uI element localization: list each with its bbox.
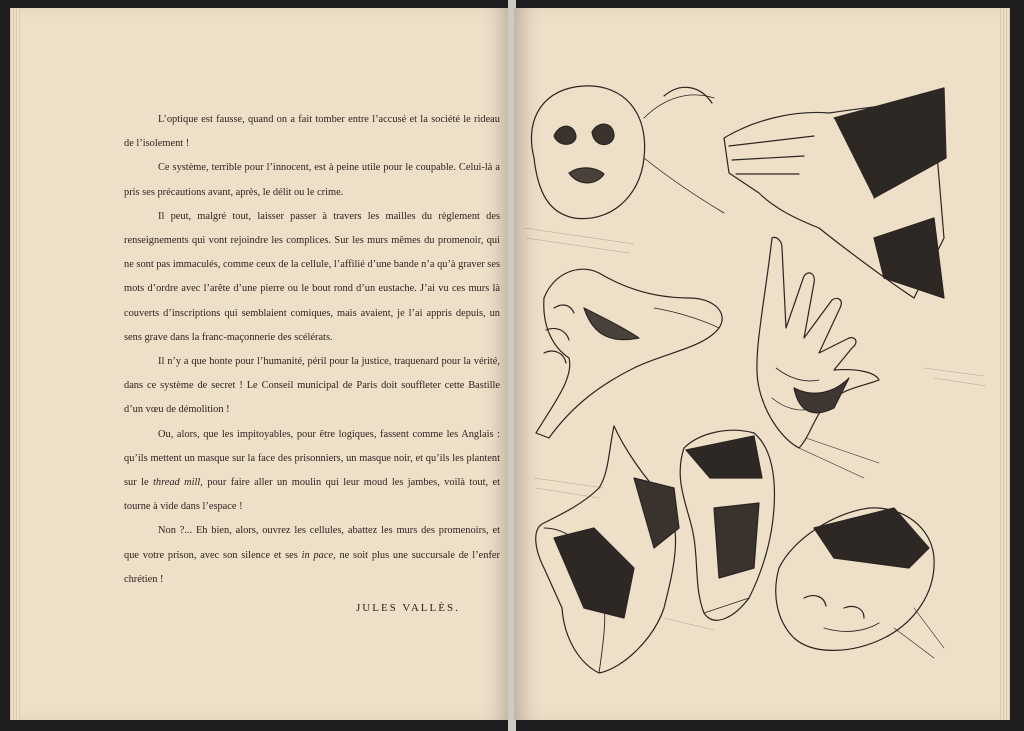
hand-middle-left-sketch xyxy=(536,269,722,438)
skull-face-sketch xyxy=(531,86,724,219)
illustration-sketches xyxy=(514,8,1010,720)
shoe-middle-sketch xyxy=(680,430,774,620)
paragraph-5-italic: thread mill, xyxy=(152,477,203,489)
paragraph-6-italic: in pace, xyxy=(301,549,336,561)
body-text xyxy=(124,108,500,592)
author-signature: JULES VALLÈS. xyxy=(356,602,460,614)
paragraph-6 xyxy=(124,519,500,592)
paragraph-3: Il peut, malgré tout, laisser passer à travers les mailles du règlement des renseignements qui vont rejoindre les complices. Sur les murs mêmes du promenoir, qui ne sont pas immaculés, comme ceux de la cellule, l’affilié d’une bande n’a qu’à graver ses mots d’ordre avec l’arête d’une pierre ou le bout rond d’un eustache. J’ai vu ces murs là couverts d’inscriptions qui semblaient comiques, mais avaient, je l’ai appris depuis, un sens grave dans la franc-maçonnerie des scélérats. xyxy=(124,210,500,343)
paragraph-5-part-3: pour faire aller un moulin qui leur moud les jambes, voilà tout, et tourne à vide dans l’espace ! xyxy=(124,477,500,513)
paragraph-6-part-1: Non ?... Eh bien, alors, ouvrez les cellules, abattez les murs des promenoirs, et que votre prison, avec son silence et ses xyxy=(124,525,500,561)
paragraph-2: Ce système, terrible pour l’innocent, est à peine utile pour le coupable. Celui-là a pris ses précautions avant, après, le délit ou le crime. xyxy=(124,162,500,198)
right-page-edges xyxy=(1000,8,1010,720)
paragraph-4: Il n’y a que honte pour l’humanité, péril pour la justice, traquenard pour la vérité, dans ce système de secret ! Le Conseil municipal de Paris doit souffleter cette Bastille d’un vœu de démolition ! xyxy=(124,356,500,416)
left-page-edges xyxy=(10,8,20,720)
paragraph-5 xyxy=(124,423,500,520)
hand-upper-right-sketch xyxy=(724,88,946,298)
paragraph-5-part-1: Ou, alors, que les impitoyables, pour être logiques, fassent comme les Anglais : qu’ils mettent un masque sur la face des prisonniers, un masque noir, et qu’ils les plantent sur le xyxy=(124,428,500,489)
right-page xyxy=(514,8,1010,720)
left-page xyxy=(10,8,510,720)
paragraph-6-part-3: ne soit plus une succursale de l’enfer chrétien ! xyxy=(124,549,500,585)
shoe-left-sketch xyxy=(536,426,679,673)
head-lower-right-sketch xyxy=(776,508,944,658)
paragraph-1: L’optique est fausse, quand on a fait tomber entre l’accusé et la société le rideau de l’isolement ! xyxy=(124,114,500,150)
open-hand-sketch xyxy=(757,237,879,478)
